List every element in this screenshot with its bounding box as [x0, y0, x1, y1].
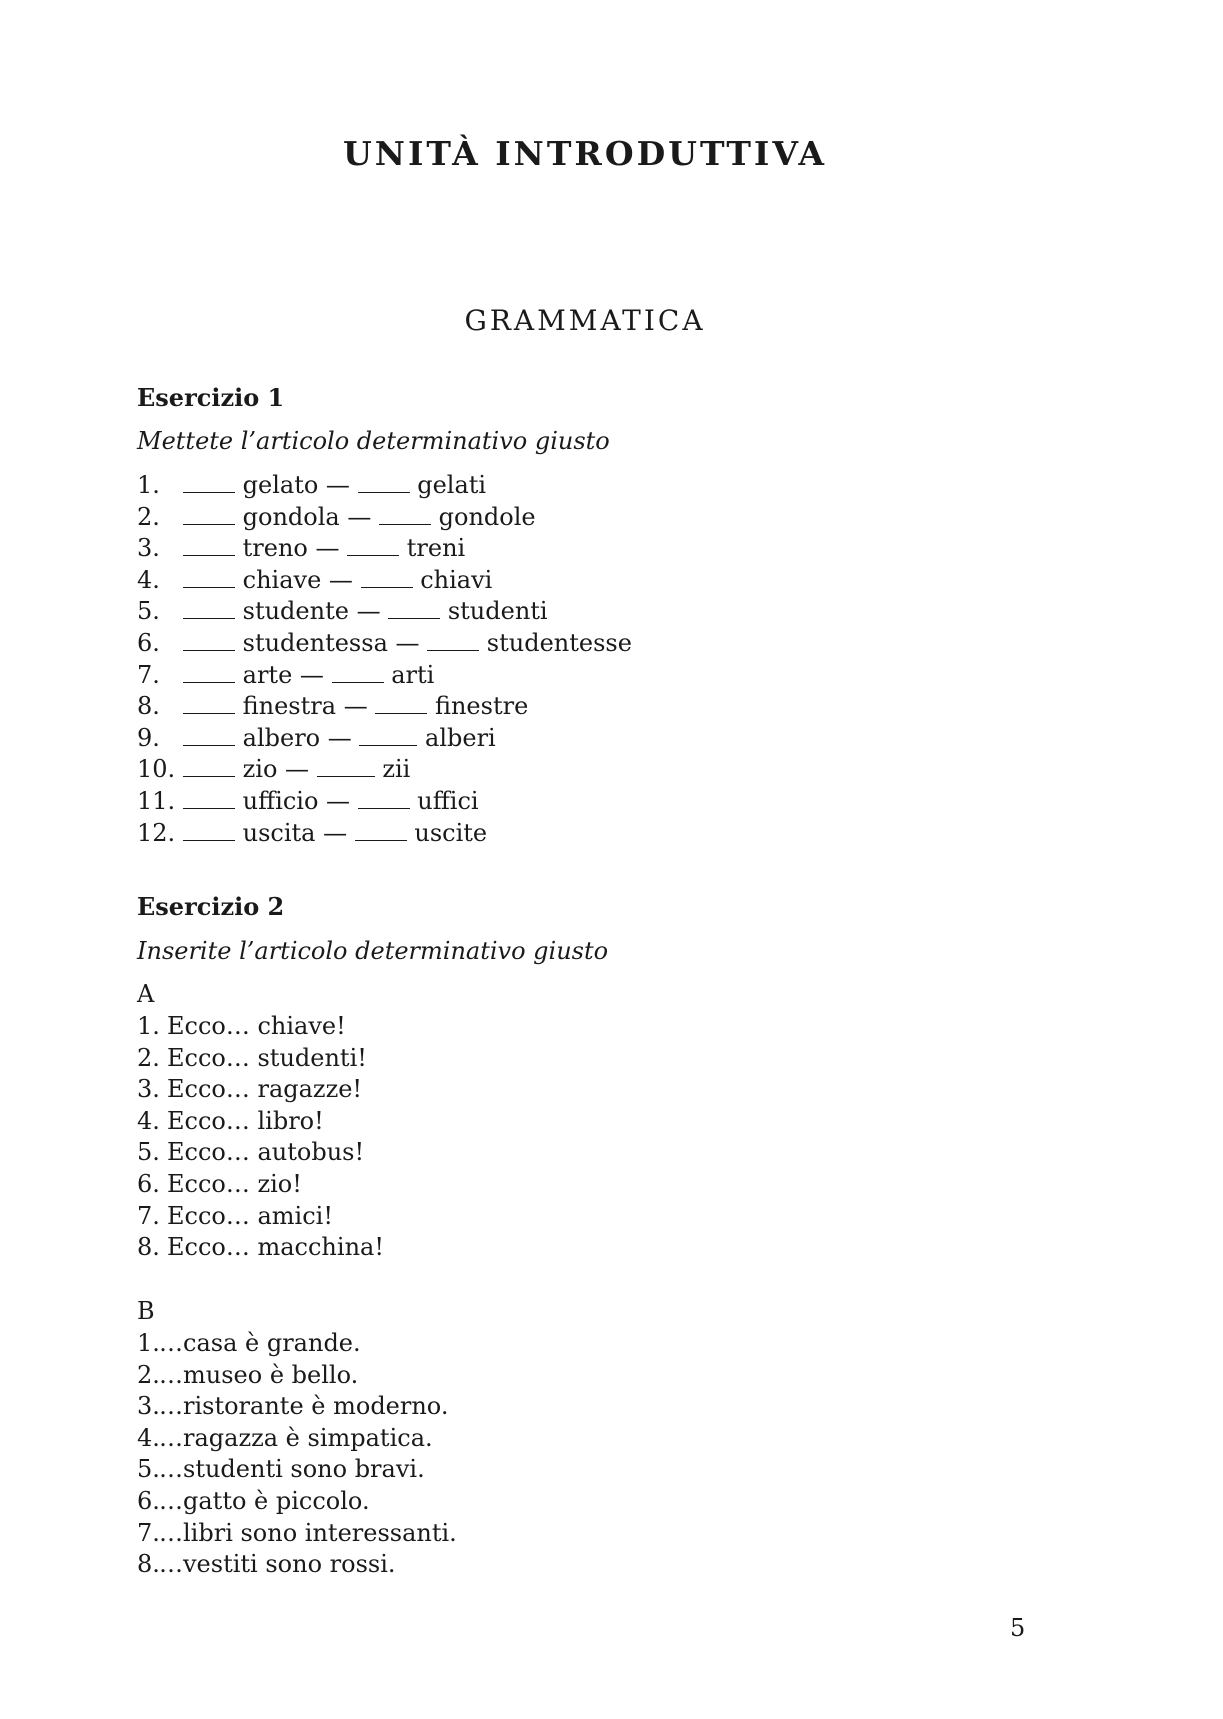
singular-noun: zio: [242, 755, 278, 784]
answer-blank: [183, 596, 235, 619]
exercise-2-title: Esercizio 2: [137, 892, 285, 921]
item-text: …casa è grande.: [159, 1329, 361, 1357]
answer-blank: [183, 628, 235, 651]
item-text: Ecco… zio!: [167, 1169, 302, 1198]
answer-blank: [347, 533, 399, 556]
answer-blank: [317, 754, 375, 777]
exercise-1-item: 8. finestra — finestre: [137, 691, 632, 723]
answer-blank: [358, 470, 410, 493]
plural-noun: studenti: [447, 597, 548, 626]
singular-noun: treno: [242, 534, 308, 563]
exercise-1-item: 12. uscita — uscite: [137, 818, 632, 850]
page-number: 5: [1010, 1614, 1026, 1642]
part-a-item: [137, 1201, 384, 1233]
plural-noun: gelati: [417, 471, 487, 499]
singular-noun: finestra: [242, 692, 337, 721]
answer-blank: [379, 502, 431, 525]
item-number: 8.: [137, 692, 160, 721]
answer-blank: [332, 660, 384, 683]
exercise-1-title: Esercizio 1: [137, 383, 285, 412]
singular-noun: uscita: [242, 818, 316, 847]
part-b-item: [137, 1391, 457, 1423]
exercise-2-instruction: Inserite l’articolo determinativo giusto: [137, 937, 609, 965]
item-number: 11.: [137, 786, 176, 815]
plural-noun: uscite: [414, 818, 488, 847]
item-number: 1.: [137, 1329, 160, 1357]
item-text: Ecco… autobus!: [167, 1138, 365, 1167]
plural-noun: zii: [382, 755, 411, 784]
singular-noun: studente: [242, 597, 349, 626]
item-number: 7.: [137, 1201, 160, 1230]
part-b-item: [137, 1486, 457, 1518]
plural-noun: uffici: [417, 786, 479, 815]
exercise-1-item: 11. ufficio — uffici: [137, 786, 632, 818]
item-number: 1.: [137, 471, 160, 499]
part-b-item: [137, 1423, 457, 1455]
item-number: 4.: [137, 1106, 160, 1135]
answer-blank: [427, 628, 479, 651]
answer-blank: [183, 691, 235, 714]
answer-blank: [361, 565, 413, 588]
item-number: 5.: [137, 1455, 160, 1484]
item-text: …museo è bello.: [159, 1360, 359, 1389]
answer-blank: [183, 565, 235, 588]
unit-title: UNITÀ INTRODUTTIVA: [343, 134, 827, 173]
item-number: 5.: [137, 597, 160, 626]
singular-noun: chiave: [242, 565, 322, 594]
singular-noun: albero: [242, 723, 321, 752]
answer-blank: [183, 502, 235, 525]
singular-noun: arte: [242, 660, 293, 689]
exercise-1-item: 10. zio — zii: [137, 754, 632, 786]
exercise-1-instruction: Mettete l’articolo determinativo giusto: [137, 427, 610, 455]
item-number: 6.: [137, 1169, 160, 1198]
item-number: 3.: [137, 534, 160, 563]
plural-noun: finestre: [434, 692, 529, 721]
item-number: 7.: [137, 1518, 160, 1547]
item-text: …studenti sono bravi.: [159, 1455, 425, 1484]
exercise-1-item: 4. chiave — chiavi: [137, 565, 632, 597]
answer-blank: [183, 786, 235, 809]
plural-noun: treni: [406, 534, 466, 563]
part-a-item: [137, 1074, 384, 1106]
part-b-list: [137, 1328, 457, 1581]
item-number: 8.: [137, 1233, 160, 1262]
part-a-item: [137, 1232, 384, 1264]
item-number: 5.: [137, 1138, 160, 1167]
item-text: …ragazza è simpatica.: [159, 1423, 433, 1452]
item-number: 7.: [137, 660, 160, 689]
exercise-1-item: 3. treno — treni: [137, 533, 632, 565]
plural-noun: alberi: [425, 723, 496, 752]
exercise-1-item: 9. albero — alberi: [137, 723, 632, 755]
answer-blank: [183, 533, 235, 556]
part-b-item: [137, 1328, 457, 1360]
part-b-item: [137, 1549, 457, 1581]
item-text: …gatto è piccolo.: [159, 1486, 370, 1515]
item-text: Ecco… ragazze!: [167, 1075, 363, 1104]
answer-blank: [359, 723, 417, 746]
answer-blank: [183, 818, 235, 841]
answer-blank: [183, 470, 235, 493]
part-a-item: [137, 1169, 384, 1201]
item-number: 10.: [137, 755, 176, 784]
part-b-item: [137, 1360, 457, 1392]
answer-blank: [375, 691, 427, 714]
plural-noun: chiavi: [420, 565, 493, 594]
item-text: Ecco… chiave!: [167, 1012, 346, 1040]
exercise-1-item: 6. studentessa — studentesse: [137, 628, 632, 660]
item-number: 2.: [137, 1360, 160, 1389]
plural-noun: arti: [391, 660, 435, 689]
item-number: 2.: [137, 502, 160, 531]
item-number: 6.: [137, 628, 160, 657]
part-a-item: [137, 1043, 384, 1075]
exercise-1-list: [137, 470, 632, 849]
item-number: 4.: [137, 1423, 160, 1452]
singular-noun: studentessa: [242, 628, 388, 657]
plural-noun: studentesse: [486, 628, 632, 657]
item-number: 6.: [137, 1486, 160, 1515]
part-a-list: [137, 1011, 384, 1264]
exercise-1-item: 7. arte — arti: [137, 660, 632, 692]
part-a-item: [137, 1106, 384, 1138]
exercise-1-item: 1. gelato — gelati: [137, 470, 632, 502]
item-text: Ecco… libro!: [167, 1106, 324, 1135]
singular-noun: ufficio: [242, 786, 319, 815]
item-text: …ristorante è moderno.: [159, 1392, 449, 1421]
item-number: 12.: [137, 818, 176, 847]
item-text: Ecco… macchina!: [167, 1233, 384, 1262]
part-b-item: [137, 1454, 457, 1486]
item-number: 1.: [137, 1012, 160, 1040]
singular-noun: gelato: [242, 471, 319, 499]
item-number: 3.: [137, 1392, 160, 1421]
item-number: 4.: [137, 565, 160, 594]
section-title: GRAMMATICA: [464, 304, 706, 337]
singular-noun: gondola: [242, 502, 340, 531]
item-text: Ecco… amici!: [167, 1201, 333, 1230]
part-b-item: [137, 1518, 457, 1550]
item-text: Ecco… studenti!: [167, 1043, 367, 1072]
answer-blank: [355, 818, 407, 841]
item-number: 3.: [137, 1075, 160, 1104]
answer-blank: [358, 786, 410, 809]
exercise-1-item: 2. gondola — gondole: [137, 502, 632, 534]
plural-noun: gondole: [438, 502, 536, 531]
part-a-item: [137, 1011, 384, 1043]
item-text: …vestiti sono rossi.: [159, 1550, 396, 1579]
answer-blank: [183, 723, 235, 746]
exercise-1-item: 5. studente — studenti: [137, 596, 632, 628]
part-a-item: [137, 1137, 384, 1169]
item-number: 9.: [137, 723, 160, 752]
answer-blank: [183, 754, 235, 777]
item-number: 8.: [137, 1550, 160, 1579]
answer-blank: [183, 660, 235, 683]
part-b-label: B: [137, 1297, 155, 1325]
item-number: 2.: [137, 1043, 160, 1072]
item-text: …libri sono interessanti.: [159, 1518, 457, 1547]
answer-blank: [388, 596, 440, 619]
part-a-label: A: [137, 980, 155, 1008]
